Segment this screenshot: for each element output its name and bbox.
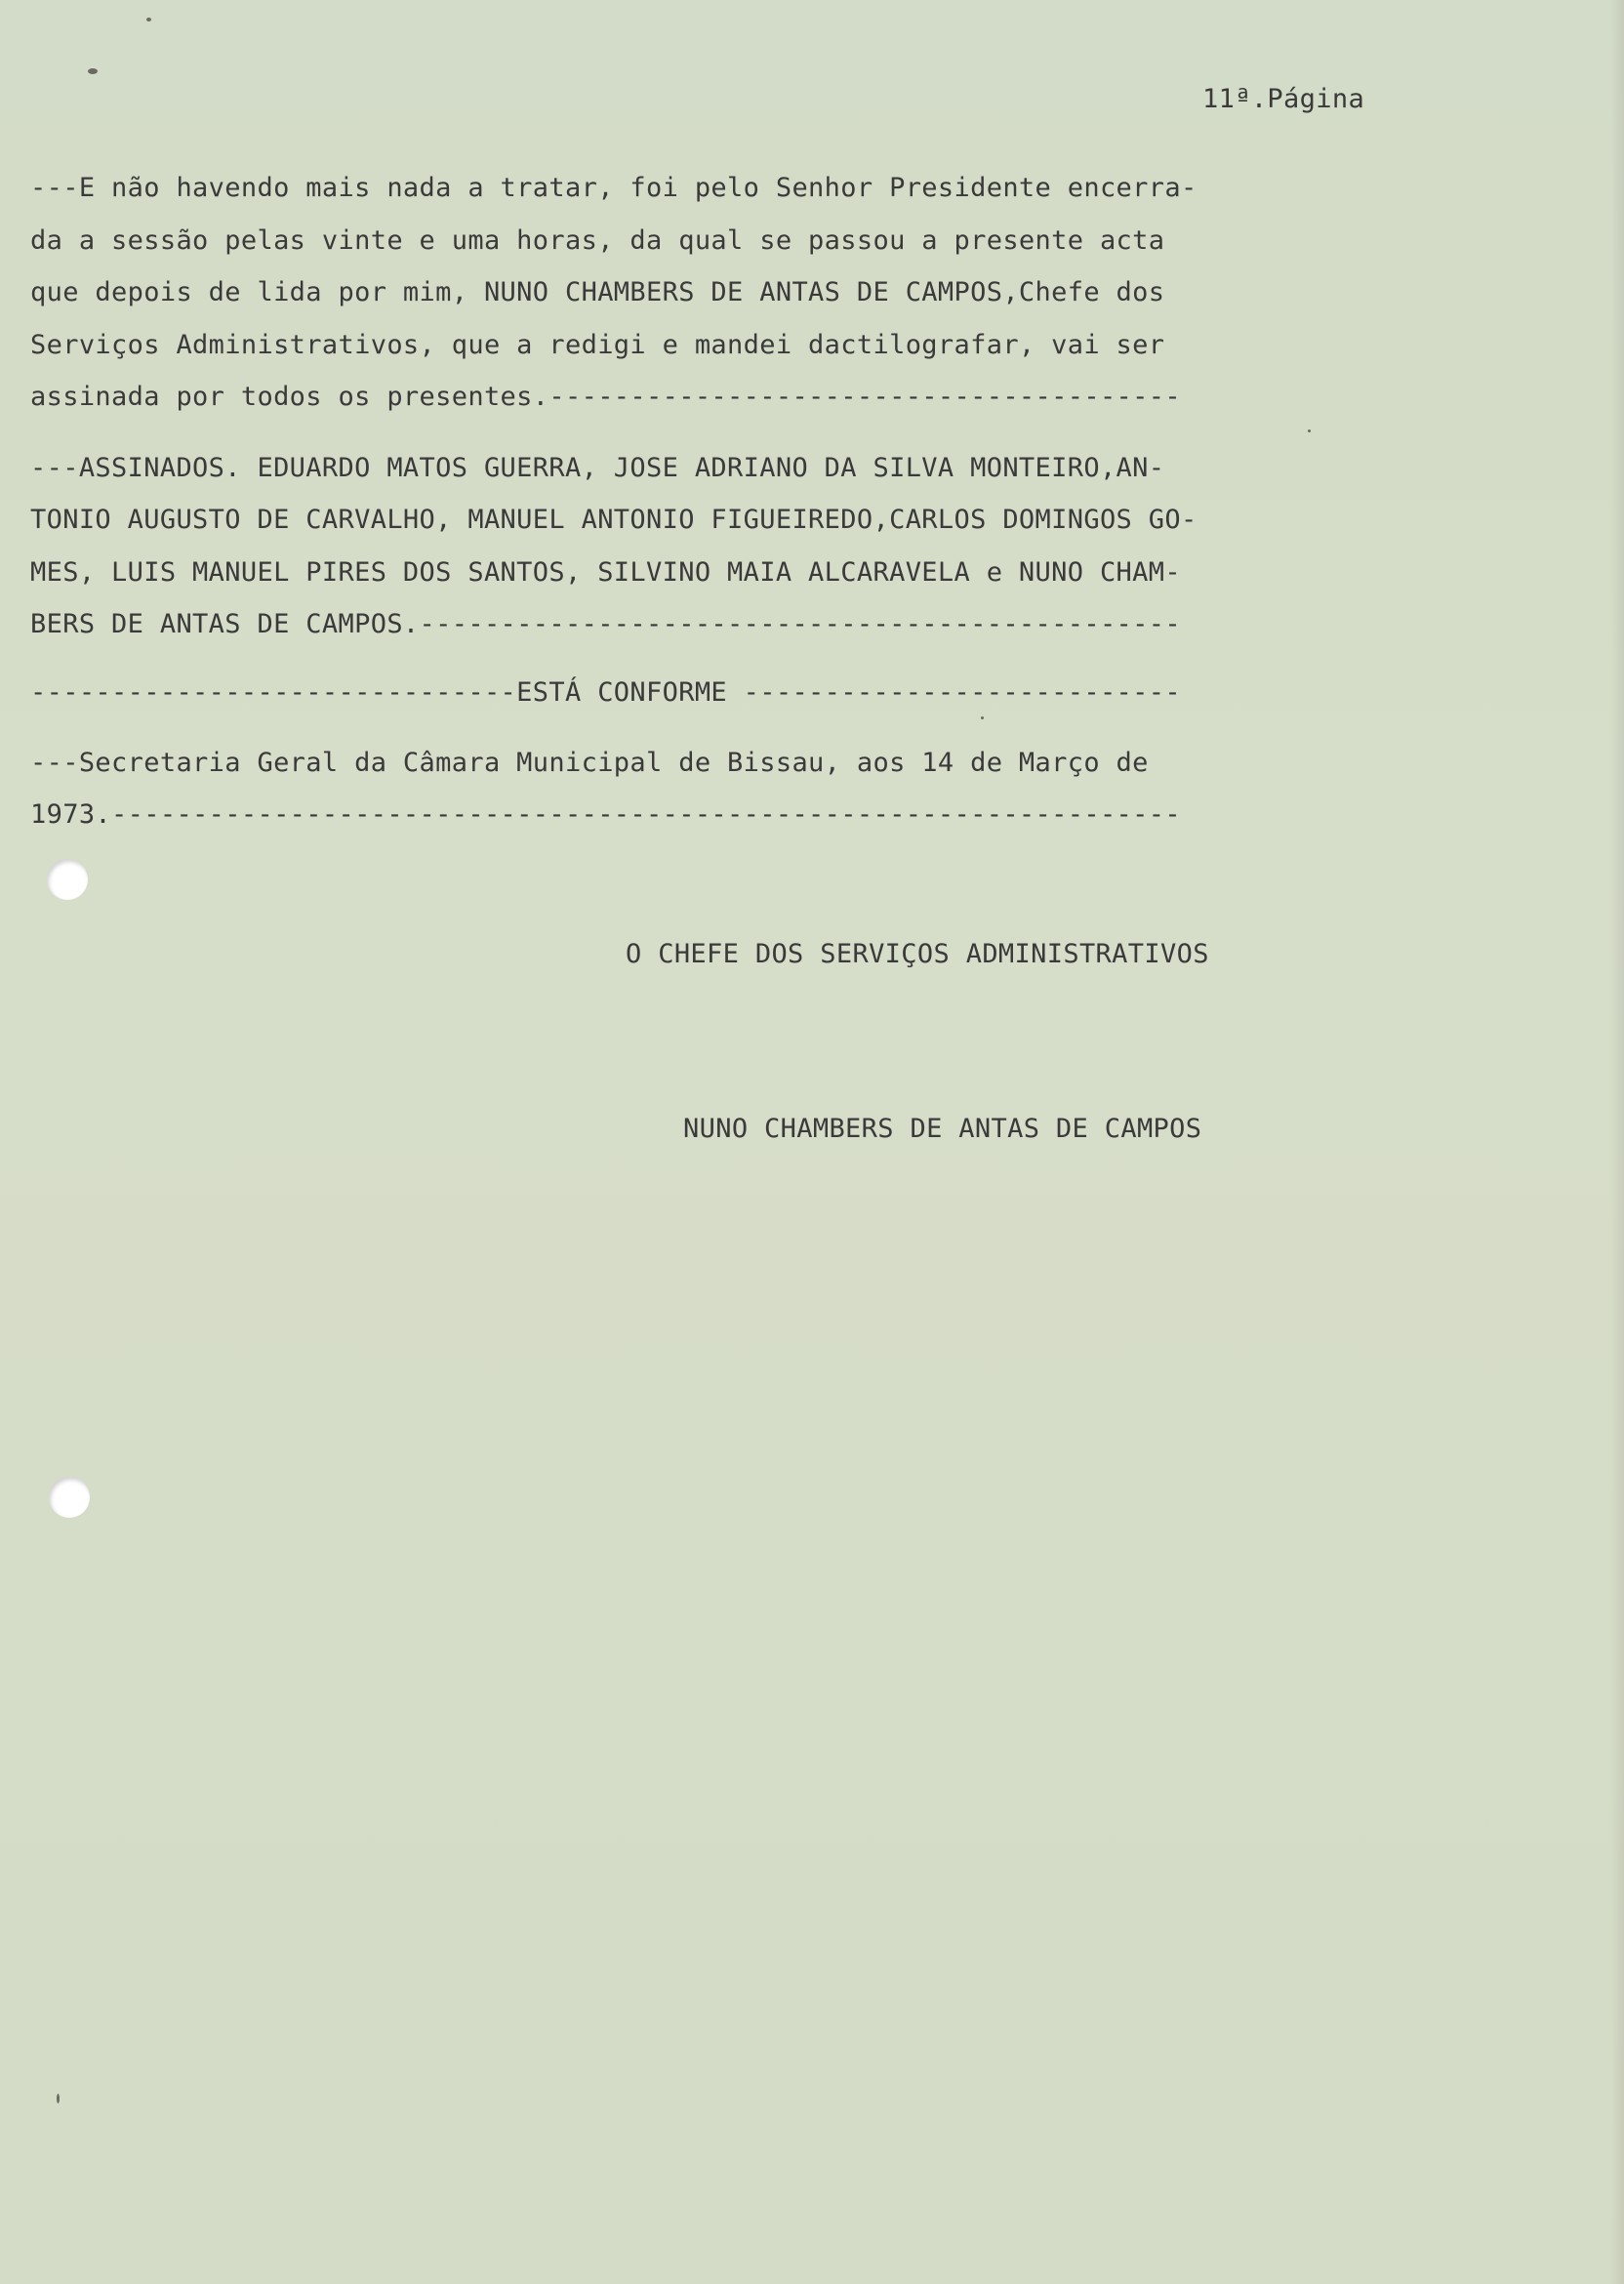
punch-hole [49, 1477, 90, 1518]
body-line: Serviços Administrativos, que a redigi e mandei dactilografar, vai ser [30, 330, 1165, 360]
body-line: ---Secretaria Geral da Câmara Municipal de Bissau, aos 14 de Março de [30, 748, 1149, 778]
signature-title: O CHEFE DOS SERVIÇOS ADMINISTRATIVOS [626, 939, 1209, 969]
page-number: 11ª.Página [1202, 84, 1365, 114]
signature-name: NUNO CHAMBERS DE ANTAS DE CAMPOS [683, 1114, 1202, 1144]
body-line: ---E não havendo mais nada a tratar, foi pelo Senhor Presidente encerra- [30, 173, 1198, 203]
paper-speck [146, 18, 151, 21]
body-line: 1973.------------------------------------------------------------------ [30, 799, 1181, 830]
body-line: da a sessão pelas vinte e uma horas, da qual se passou a presente acta [30, 225, 1165, 256]
body-line: ---ASSINADOS. EDUARDO MATOS GUERRA, JOSE ADRIANO DA SILVA MONTEIRO,AN- [30, 453, 1165, 483]
paper-speck [981, 716, 984, 719]
conformity-line: ------------------------------ESTÁ CONFORME --------------------------- [30, 677, 1181, 708]
body-line: MES, LUIS MANUEL PIRES DOS SANTOS, SILVINO MAIA ALCARAVELA e NUNO CHAM- [30, 557, 1181, 588]
body-line: TONIO AUGUSTO DE CARVALHO, MANUEL ANTONIO FIGUEIREDO,CARLOS DOMINGOS GO- [30, 505, 1198, 535]
body-line: que depois de lida por mim, NUNO CHAMBERS DE ANTAS DE CAMPOS,Chefe dos [30, 277, 1165, 307]
paper-speck [88, 68, 98, 74]
paper-speck [57, 2094, 60, 2103]
body-line: BERS DE ANTAS DE CAMPOS.----------------------------------------------- [30, 609, 1181, 639]
paper-speck [1308, 429, 1311, 432]
punch-hole [47, 859, 88, 900]
body-line: assinada por todos os presentes.--------------------------------------- [30, 382, 1181, 412]
